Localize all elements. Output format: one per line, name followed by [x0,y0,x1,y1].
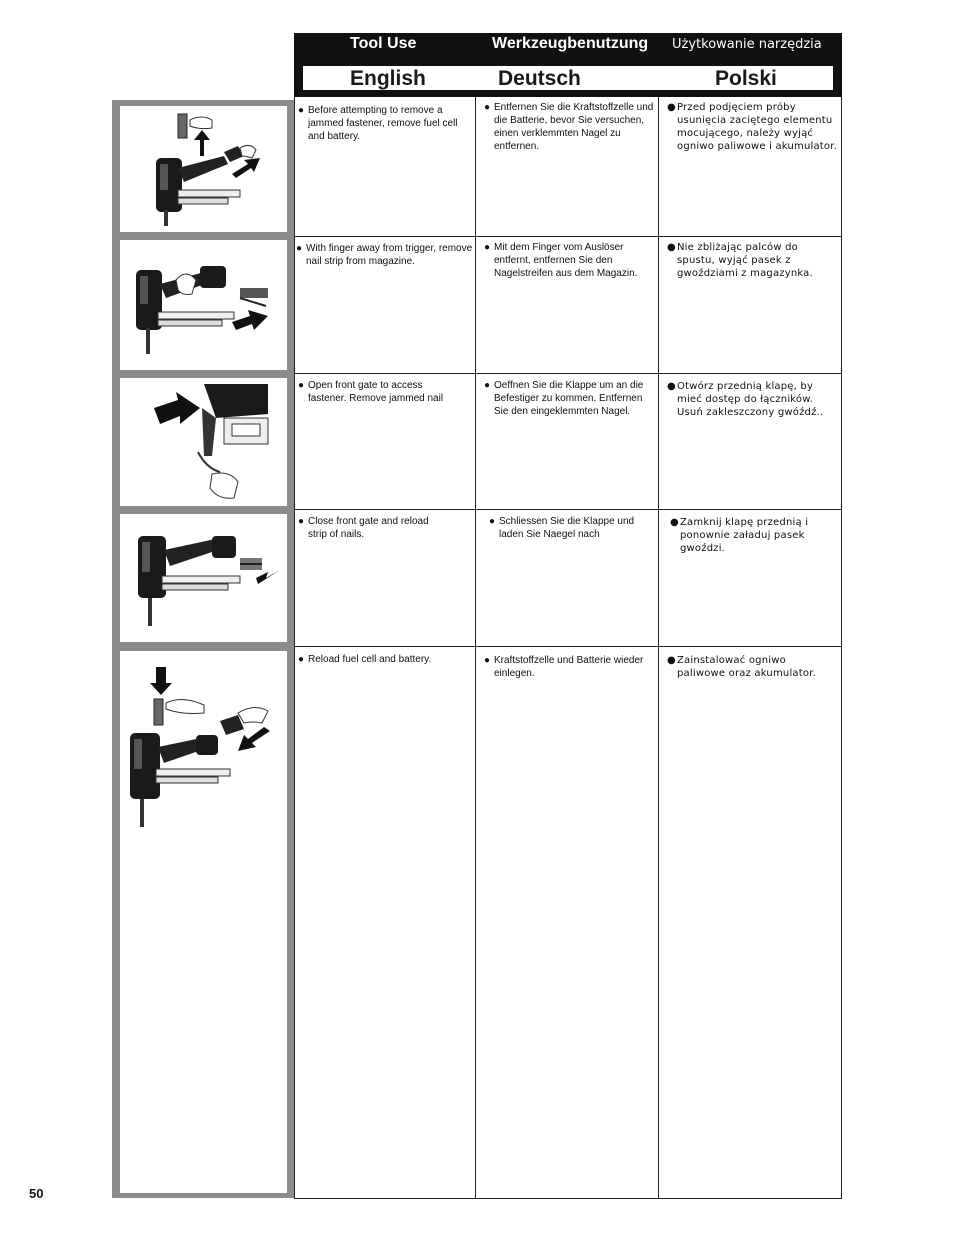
header-subtitle-en: Tool Use [350,35,417,52]
page-number: 50 [29,1186,44,1201]
row-divider [294,373,842,374]
step-2-polski: ●Nie zbliżając palców do spustu, wyjąć pasek z gwoździami z magazynka. [667,242,813,279]
illustration-remove-nail-strip [120,240,287,370]
row-divider [294,1198,842,1199]
step-3-deutsch: ● Oeffnen Sie die Klappe um an die Befestiger zu kommen. Entfernen Sie den eingeklemmten Nagel. [484,380,644,417]
arrow-left-down-icon [238,727,270,751]
step-1-polski: ●Przed podjęciem próby usunięcia zaciętego elementu mocującego, należy wyjąć ogniwo paliwowe i akumulator. [667,102,837,152]
nail-strip-icon [240,558,262,570]
step-4-english: ● Close front gate and reload strip of nails. [298,516,429,540]
arrow-down-icon [150,667,172,695]
step-4-polski: ●Zamknij klapę przednią i ponownie załaduj pasek gwoździ. [670,517,809,554]
step-2-english: ● With finger away from trigger, remove nail strip from magazine. [296,243,473,267]
step-5-english: ● Reload fuel cell and battery. [298,654,432,665]
header-subtitle-pl: Użytkowanie narzędzia [672,37,822,52]
illustration-remove-fuel-battery [120,106,287,232]
hand-icon [210,473,238,498]
illustration-reload-fuel-battery [120,651,287,1193]
column-divider [658,97,659,1199]
illustration-open-front-gate [120,378,287,506]
column-divider [294,97,295,1199]
fuel-cell-icon [154,699,204,725]
arrow-left-icon [256,570,280,584]
arrow-right-icon [154,392,200,424]
hand-icon [176,274,196,295]
step-1-english: ● Before attempting to remove a jammed fastener, remove fuel cell and battery. [298,105,458,142]
arrow-up-icon [194,130,210,156]
fuel-cell-icon [178,114,212,138]
nail-strip-icon [240,288,268,306]
column-divider [475,97,476,1199]
row-divider [294,646,842,647]
nailer-tool-icon [130,733,230,827]
row-divider [294,509,842,510]
language-english: English [350,67,426,90]
step-1-deutsch: ● Entfernen Sie die Kraftstoffzelle und die Batterie, bevor Sie versuchen, einen verklemmten Nagel zu entfernen. [484,102,654,152]
illustration-reload-nails [120,514,287,642]
nailer-nose-icon [202,384,268,456]
step-3-english: ● Open front gate to access fastener. Remove jammed nail [298,380,444,404]
arrow-right-icon [232,158,260,178]
table-header [294,33,842,97]
language-deutsch: Deutsch [498,67,581,90]
header-subtitle-de: Werkzeugbenutzung [492,35,649,52]
language-bar [302,65,834,91]
nailer-tool-icon [156,156,240,226]
arrow-right-icon [232,310,268,330]
step-5-polski: ●Zainstalować ogniwo paliwowe oraz akumulator. [667,655,816,679]
step-2-deutsch: ● Mit dem Finger vom Auslöser entfernt, entfernen Sie den Nagelstreifen aus dem Magazin. [484,242,638,279]
nailer-tool-icon [138,536,240,626]
step-3-polski: ●Otwórz przednią klapę, by mieć dostęp do łączników. Usuń zakleszczony gwóźdź.. [667,381,824,418]
language-polski: Polski [715,67,777,90]
column-divider [841,97,842,1199]
step-4-deutsch: ● Schliessen Sie die Klappe und laden Sie Naegel nach [489,516,635,540]
row-divider [294,236,842,237]
step-5-deutsch: ● Kraftstoffzelle und Batterie wieder einlegen. [484,655,644,679]
